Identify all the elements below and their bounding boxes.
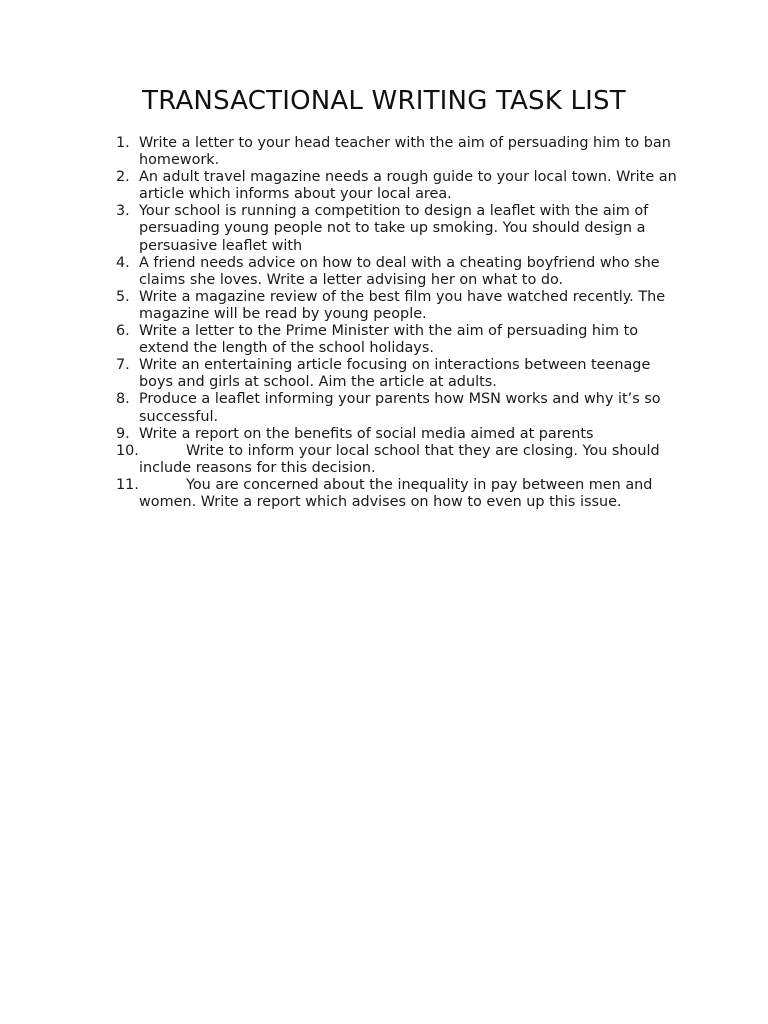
list-item-text: Write to inform your local school that they are closing. You should include reasons for this decision. <box>139 442 660 476</box>
list-item <box>116 203 686 254</box>
list-item-text: Produce a leaflet informing your parents how MSN works and why it’s so successful. <box>139 391 661 425</box>
list-item <box>116 477 686 511</box>
list-item <box>116 443 686 477</box>
list-item <box>116 426 686 443</box>
list-item-text: You are concerned about the inequality in pay between men and women. Write a report which advises on how to even up this issue. <box>139 476 653 510</box>
list-item <box>116 169 686 203</box>
task-list <box>116 135 686 511</box>
list-item-number: 9. <box>116 425 130 442</box>
list-item <box>116 323 686 357</box>
list-item-number: 10. <box>116 442 139 459</box>
list-item-text: Write an entertaining article focusing on interactions between teenage boys and girls at school. Aim the article at adults. <box>139 357 651 391</box>
list-item-number: 8. <box>116 391 130 408</box>
list-item-number: 2. <box>116 169 130 186</box>
list-item-number: 6. <box>116 323 130 340</box>
list-item-text: An adult travel magazine needs a rough guide to your local town. Write an article which informs about your local area. <box>139 169 677 203</box>
list-item-number: 1. <box>116 135 130 151</box>
list-item-text: Write a magazine review of the best film you have watched recently. The magazine will be read by young people. <box>139 288 666 322</box>
list-item-number: 7. <box>116 357 130 374</box>
list-item-number: 5. <box>116 288 130 305</box>
list-item <box>116 289 686 323</box>
list-item-text: Write a letter to the Prime Minister with the aim of persuading him to extend the length of the school holidays. <box>139 323 639 357</box>
list-item <box>116 357 686 391</box>
list-item-number: 4. <box>116 254 130 271</box>
list-item-text: Your school is running a competition to design a leaflet with the aim of persuading young people not to take up smoking. You should design a persuasive leaflet with <box>139 203 649 254</box>
list-item <box>116 255 686 289</box>
list-item-text: Write a report on the benefits of social media aimed at parents <box>139 425 594 442</box>
list-item-text: A friend needs advice on how to deal with a cheating boyfriend who she claims she loves. Write a letter advising her on what to do. <box>139 254 660 288</box>
list-item <box>116 391 686 425</box>
list-item-number: 11. <box>116 476 139 493</box>
list-item-text: Write a letter to your head teacher with the aim of persuading him to ban homework. <box>139 135 671 169</box>
page-title: TRANSACTIONAL WRITING TASK LIST <box>142 86 626 116</box>
list-item <box>116 135 686 169</box>
list-item-number: 3. <box>116 203 130 220</box>
